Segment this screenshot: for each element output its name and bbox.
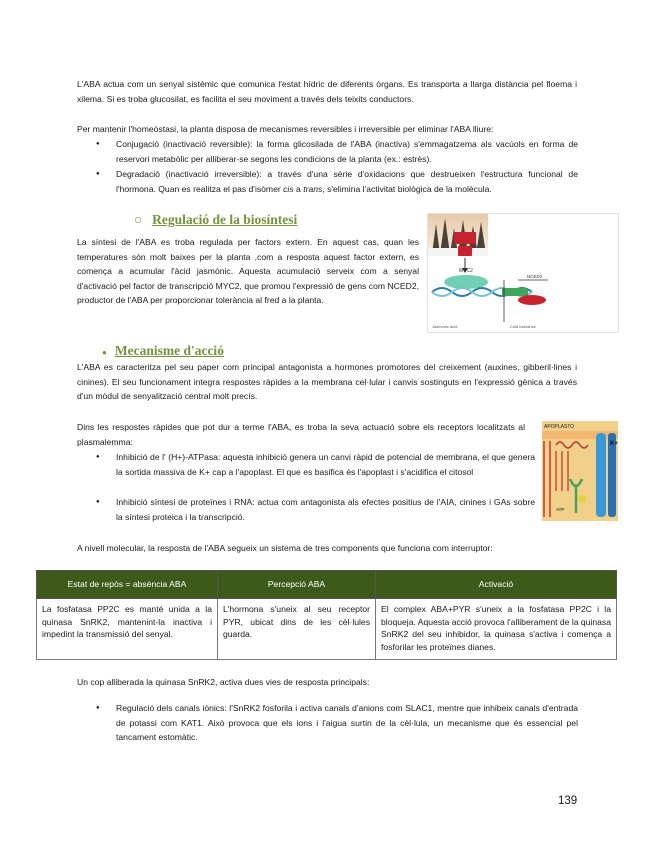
ja-box (458, 246, 472, 256)
paragraph-homeostasis: Per mantenir l'homeòstasi, la planta disposa de mecanismes reversibles i irreversible per eliminar l'ABA lliure: (77, 124, 494, 134)
myc2-label: MYC2 (459, 268, 473, 274)
heading-biosynthesis-text: Regulació de la biosíntesi (152, 212, 298, 227)
table-row (37, 599, 617, 660)
aba-signaling-table (36, 570, 617, 660)
column-header-rest-state: Estat de repòs = absència ABA (37, 571, 218, 599)
paragraph-rapid-responses: Dins les respostes ràpides que pot dur a terme l'ABA, es troba la seva actuació sobre els receptors localitzats al plasmalemma: (77, 422, 525, 447)
bullet-protein-synthesis-inhibition: ● Inhibició síntesi de proteïnes i RNA: actua com antagonista als efectes positius de l'AIA, cinines i GAs sobre la síntesi proteica i la transcripció. (116, 495, 535, 524)
bullet-ion-channel-regulation: ● Regulació dels canals iònics: l'SnRK2 fosforila i activa canals d'anions com SLAC1, mentre que inhibeix canals d'entrada de potassi com KAT1. Això provoca que els ions i l'aigua surtin de la cèl·lula, un mecanisme que és essencial pel tancament estomàtic. (116, 701, 578, 745)
cell-activation: El complex ABA+PYR s'uneix a la fosfatasa PP2C i la bloqueja. Aquesta acció provoca l'alliberament de la quinasa SnRK2 del seu inhibidor, la quinasa s'activa i comença a fosforilar les proteïnes dianes. (376, 599, 617, 660)
caption-left: Jasmonic acid (432, 324, 458, 329)
apoplast-label: APOPLASTO (544, 424, 575, 430)
caption-right: Cold tolerance (510, 324, 536, 329)
degradation-text-end: , s'elimina l'activitat biològica de la molècula. (322, 183, 492, 194)
cold-signaling-diagram (428, 214, 618, 332)
cold-signaling-figure (427, 213, 619, 333)
jasmonate-box (454, 232, 476, 244)
trans-term: trans (303, 183, 323, 194)
column-header-perception: Percepció ABA (218, 571, 376, 599)
heading-biosynthesis-regulation (134, 212, 297, 228)
column-header-activation: Activació (376, 571, 617, 599)
cell-perception: L'hormona s'uneix al seu receptor PYR, ubicat dins de les cèl·lules guarda. (218, 599, 376, 660)
filled-circle-icon: ● (102, 348, 107, 357)
page-number: 139 (558, 795, 578, 807)
table-header-row (37, 571, 617, 599)
k-label: K+ (610, 441, 618, 447)
bullet-degradation (116, 167, 578, 196)
paragraph-aba-systemic-signal: L'ABA actua com un senyal sistèmic que comunica l'estat hídric de diferents òrgans. Es transporta a llarga distància pel floema i xilema. Si es troba glucosilat, es facilita el seu moviment a través dels teixits conductors. (77, 79, 577, 104)
heading-mechanism-text: Mecanisme d'acció (114, 343, 224, 358)
bullet-atpase-inhibition: ● Inhibició de l' (H+)-ATPasa: aquesta inhibició genera un canvi ràpid de potencial de membrana, el que genera la sortida massiva de K+ cap a l'apoplast. El que es basifica és l'apoplast i s'acidifica el citosol (116, 450, 535, 479)
atp-label: ATP (556, 507, 565, 512)
gene-box (502, 288, 528, 296)
cell-rest-state: La fosfatasa PP2C es manté unida a la quinasa SnRK2, mantenint-la inactiva i impedint la transmissió del senyal. (37, 599, 218, 660)
nced2-protein (518, 295, 546, 305)
membrane-figure (542, 421, 618, 521)
membrane-diagram (542, 421, 618, 521)
paragraph-biosynthesis: La síntesi de l'ABA es troba regulada per factors extern. En aquest cas, quan les temperatures són molt baixes per la planta ,com a resposta aquest factor extern, es comença a acumular l'àcid jasmònic. Aquesta acumulació serveix com a senyal d'activació pel factor de transcripció MYC2, que promou l'expressió de gens com NCED2, productor de l'ABA per proporcionar tolerància al fred a la planta. (77, 237, 419, 306)
paragraph-antagonist: L'ABA es caracteritza pel seu paper com principal antagonista a hormones promotores del creixement (auxines, gibberil·lines i cinines). El seu funcionament integra respostes ràpides a la membrana cel·lular i canvis sostinguts en l'expressió gènica a través d'un mòdul de senyalització central molt precís. (77, 362, 577, 402)
cis-term: cis (283, 183, 294, 194)
potassium-channel-icon (596, 433, 606, 517)
paragraph-molecular-switch: A nivell molecular, la resposta de l'ABA segueix un sistema de tres components que funciona com interruptor: (77, 543, 493, 553)
paragraph-snrk2-pathways: Un cop alliberada la quinasa SnRK2, activa dues vies de resposta principals: (77, 677, 370, 687)
degradation-text-start: Degradació (inactivació irreversible): a través d'una sèrie d'oxidacions que destrueixen l'estructura funcional de l'hormona. Quan es realitza el pas d'isòmer (116, 169, 578, 194)
myc2-protein (444, 275, 488, 289)
nced2-label: NCED2 (527, 274, 543, 279)
hollow-circle-icon: ○ (134, 212, 143, 227)
bullet-conjugation: ● Conjugació (inactivació reversible): la forma glicosilada de l'ABA (inactiva) s'emmagatzema als vacúols en forma de reservori metabòlic per alliberar-se segons les condicions de la planta (ex.: estrès). (116, 137, 578, 166)
heading-action-mechanism (102, 343, 224, 361)
degradation-text-mid: a (293, 183, 304, 194)
